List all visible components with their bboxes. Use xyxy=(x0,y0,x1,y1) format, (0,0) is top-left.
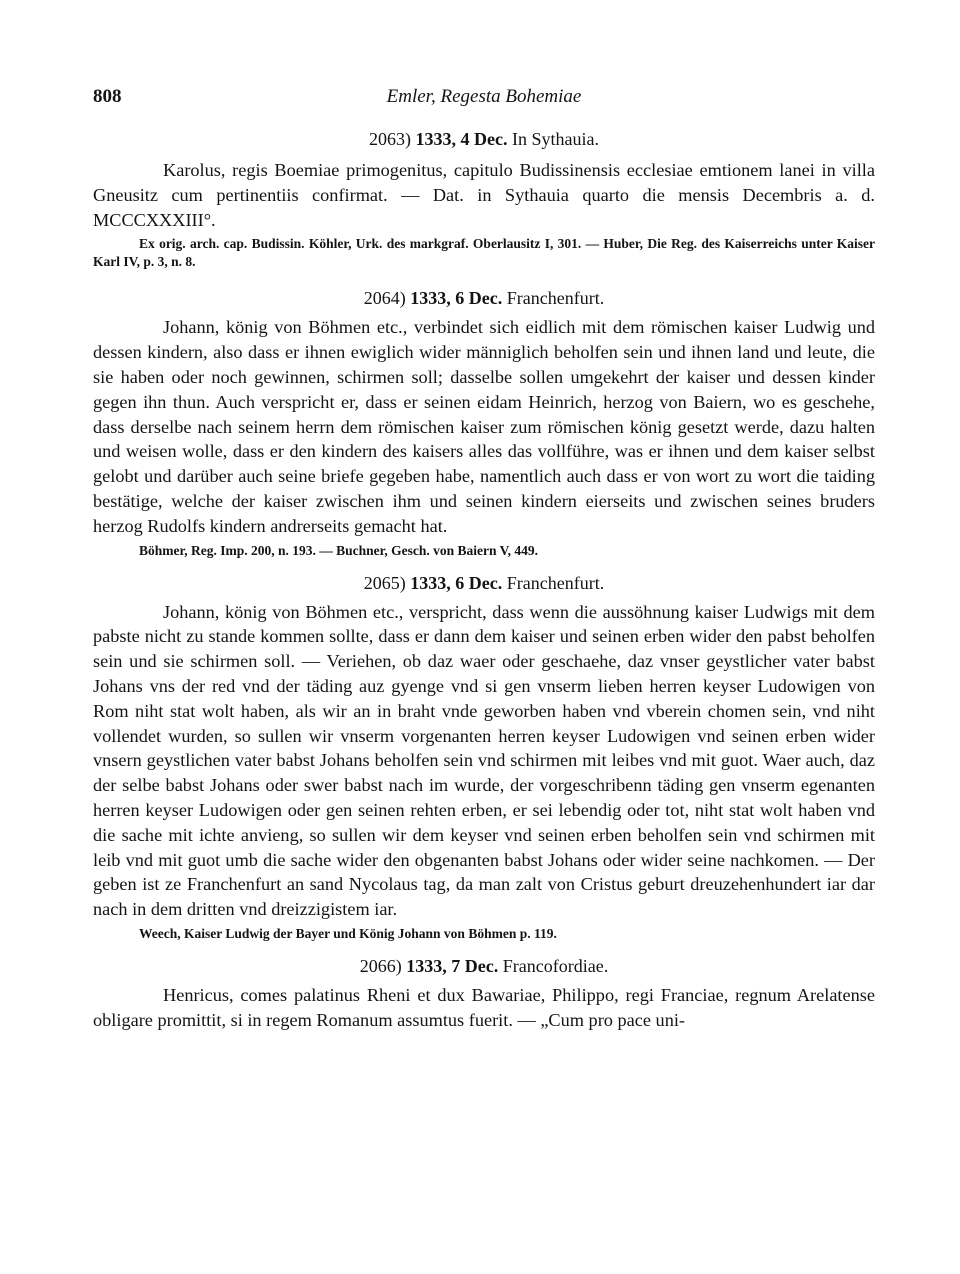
entry-place: In Sythauia. xyxy=(511,129,599,149)
entry-heading xyxy=(93,570,875,596)
entry-sources: Ex orig. arch. cap. Budissin. Köhler, Urk. des markgraf. Oberlausitz I, 301. — Huber, Die Reg. des Kaiserreichs unter Kaiser Karl IV, p. 3, n. 8. xyxy=(93,236,875,270)
entry-text: Karolus, regis Boemiae primogenitus, capitulo Budissinensis ecclesiae emtionem lanei in villa Gneusitz cum pertinentiis confirmat. — Dat. in Sythauia quarto die mensis Decembris a. d. MCCCXXXIII°. xyxy=(93,160,875,230)
page-number: 808 xyxy=(93,86,122,107)
entry-text: Henricus, comes palatinus Rheni et dux Bawariae, Philippo, regi Franciae, regnum Arelatense obligare promittit, si in regem Romanum assumtus fuerit. — „Cum pro pace uni- xyxy=(93,984,875,1030)
entry-heading xyxy=(93,126,875,152)
entry-date: 1333, 6 Dec. xyxy=(410,572,503,593)
entry-date: 1333, 6 Dec. xyxy=(410,288,503,309)
entry-date: 1333, 4 Dec. xyxy=(415,129,508,149)
entry-heading xyxy=(93,953,875,979)
page-header xyxy=(93,86,875,116)
entry-place: Franchenfurt. xyxy=(506,572,605,593)
entry-date: 1333, 7 Dec. xyxy=(406,955,499,976)
entry-text: Johann, könig von Böhmen etc., verbindet sich eidlich mit dem römischen kaiser Ludwig und dessen kindern, also dass er ihnen ewiglich wider männiglich beholfen sein und ihnen land und leute, die sie haben oder noch gewinnen, schirmen soll; dasselbe sollen umgekehrt der kaiser und dessen kinder gegen ihn thun. Auch verspricht er, dass er seinen eidam Heinrich, herzog von Baiern, wo es geschehe, dass derselbe nach seinem herrn dem römischen kaiser zum römischen könig gesetzt werde, dazu halten und weisen wolle, dass er den kindern des kaisers alles das vollführe, was er ihnen und dem kaiser selbst gelobt und darüber auch seine briefe gegeben habe, namentlich auch dass er von wort zu wort die taiding bestätige, welche der kaiser zwischen ihm und seinen kindern eierseits und zwischen seines bruders herzog Rudolfs kindern andrerseits gemacht hat. xyxy=(93,317,875,536)
entry-sources: Böhmer, Reg. Imp. 200, n. 193. — Buchner, Gesch. von Baiern V, 449. xyxy=(139,542,539,558)
entry-number: 2065) xyxy=(363,572,406,593)
regest-entry-2063 xyxy=(93,126,875,271)
document-page xyxy=(93,86,875,1033)
running-title: Emler, Regesta Bohemiae xyxy=(386,86,582,107)
regest-entry-2066 xyxy=(93,953,875,1033)
entry-place: Franchenfurt. xyxy=(506,288,605,309)
entry-number: 2063) xyxy=(369,129,411,149)
entry-place: Francofordiae. xyxy=(502,955,609,976)
entry-sources: Weech, Kaiser Ludwig der Bayer und König Johann von Böhmen p. 119. xyxy=(139,925,557,941)
regest-entry-2064 xyxy=(93,285,875,559)
entry-text: Johann, könig von Böhmen etc., verspricht, dass wenn die aussöhnung kaiser Ludwigs mit dem pabste nicht zu stande kommen sollte, dass er dann dem kaiser und seinen erben wider den pabst beholfen sein und sie schirmen soll. — Veriehen, ob daz waer oder geschaehe, daz vnser geystlicher vater babst Johans vns der red vnd der täding auz gyenge vnd si gen vnserm lieben herren keyser Ludowigen von Rom niht stat wolt haben, als wir an in braht vnde geworben haben vnd vberein chomen sein, vnd niht vollendet wurden, so sullen wir vnserm vorgenanten herren keyser Ludowigen vnd seinen erben wider vnsern geystlichen vater babst Johans beholfen sein vnd schirmen mit leibes vnd mit guot. Waer auch, daz der selbe babst Johans oder swer babst nach im wurde, der vorgeschribenn täding gen vnserm egenanten herren keyser Ludowigen oder gen seinen rehten erben, er sei lebendig oder tot, niht stat wolt haben vnd die sache mit ichte anvieng, so sullen wir dem keyser vnd seinen erben beholfen sein vnd schirmen mit leib vnd mit guot umb die sache wider den obgenanten babst Johans oder wider seine nachkomen. — Der geben ist ze Franchenfurt an sand Nycolaus tag, da man zalt von Cristus geburt dreuzehenhundert iar dar nach in dem dritten vnd dreizzigistem iar. xyxy=(93,601,875,920)
entry-heading xyxy=(93,285,875,311)
entry-number: 2064) xyxy=(363,288,406,309)
regest-entry-2065 xyxy=(93,570,875,943)
entry-number: 2066) xyxy=(359,955,402,976)
